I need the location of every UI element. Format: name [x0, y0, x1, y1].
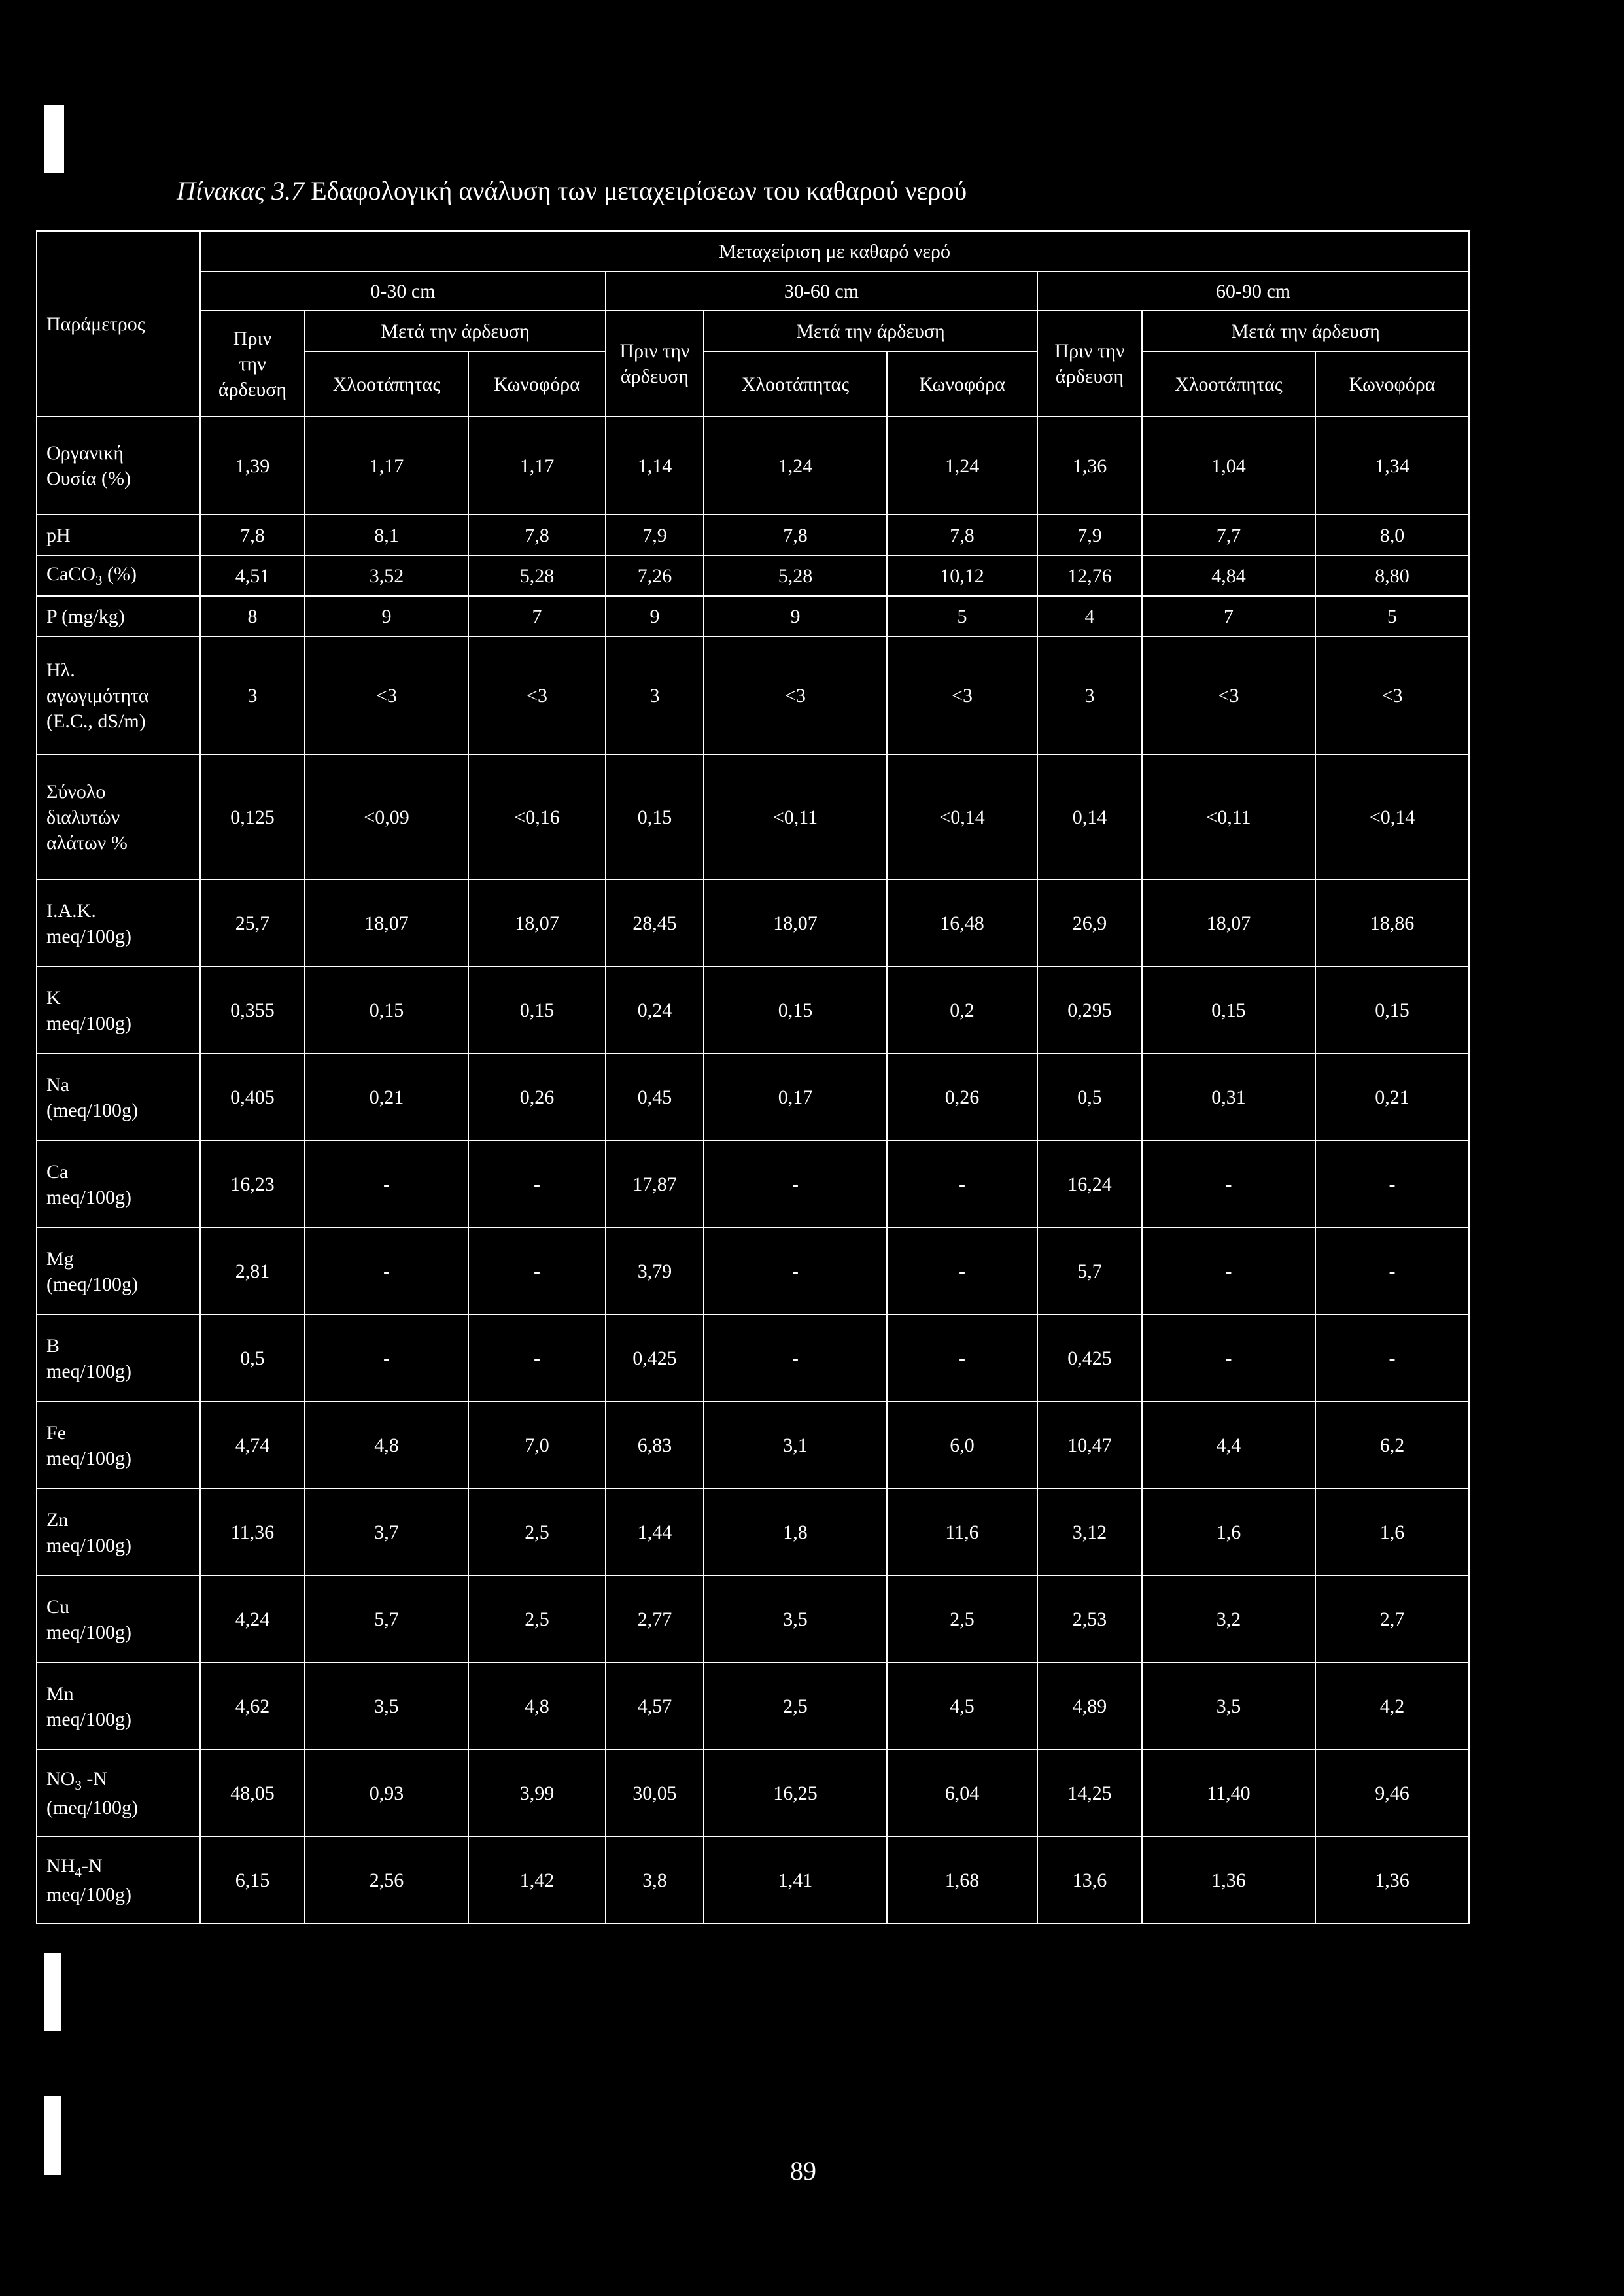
value-cell: 16,23 — [200, 1141, 305, 1228]
parameter-cell — [37, 967, 200, 1054]
table-row — [37, 417, 1469, 515]
value-cell: - — [1142, 1141, 1315, 1228]
parameter-line — [46, 657, 197, 683]
value-cell: - — [887, 1141, 1037, 1228]
value-cell: 4,2 — [1315, 1663, 1469, 1750]
value-cell: 8,0 — [1315, 515, 1469, 555]
value-cell: 2,7 — [1315, 1576, 1469, 1663]
value-cell: 5 — [1315, 596, 1469, 636]
value-cell: 1,24 — [887, 417, 1037, 515]
parameter-line — [46, 523, 197, 548]
parameter-name: NO — [46, 1768, 75, 1790]
value-cell: 4,5 — [887, 1663, 1037, 1750]
parameter-unit: meq/100g) — [46, 1447, 131, 1469]
value-cell: 4,8 — [468, 1663, 606, 1750]
parameter-unit-extra: (E.C., dS/m) — [46, 710, 146, 732]
parameter-unit: meq/100g) — [46, 1708, 131, 1730]
value-cell: 1,34 — [1315, 417, 1469, 515]
value-cell: 30,05 — [606, 1750, 704, 1837]
value-cell: 1,6 — [1315, 1489, 1469, 1576]
table-row — [37, 1837, 1469, 1924]
parameter-subscript: 4 — [75, 1864, 82, 1881]
value-cell: 4,84 — [1142, 555, 1315, 596]
parameter-subscript: 3 — [75, 1777, 82, 1794]
value-cell: 5,28 — [468, 555, 606, 596]
value-cell: 7,8 — [200, 515, 305, 555]
value-cell: 2,56 — [305, 1837, 468, 1924]
parameter-cell — [37, 1054, 200, 1141]
parameter-name: K — [46, 986, 61, 1009]
value-cell: 1,8 — [704, 1489, 887, 1576]
parameter-line — [46, 1681, 197, 1707]
value-cell: 1,17 — [305, 417, 468, 515]
value-cell: 4,8 — [305, 1402, 468, 1489]
value-cell: 11,40 — [1142, 1750, 1315, 1837]
table-row — [37, 1489, 1469, 1576]
value-cell: 25,7 — [200, 880, 305, 967]
table-row — [37, 515, 1469, 555]
value-cell: 0,405 — [200, 1054, 305, 1141]
parameter-name: Zn — [46, 1508, 69, 1531]
value-cell: 4,89 — [1037, 1663, 1142, 1750]
table-row — [37, 555, 1469, 596]
value-cell: 1,42 — [468, 1837, 606, 1924]
value-cell: 11,6 — [887, 1489, 1037, 1576]
value-cell: - — [305, 1141, 468, 1228]
value-cell: 0,355 — [200, 967, 305, 1054]
soil-analysis-table — [36, 230, 1470, 1924]
parameter-unit: αγωγιμότητα — [46, 684, 149, 706]
value-cell: 0,15 — [606, 754, 704, 880]
parameter-unit: διαλυτών — [46, 806, 120, 828]
parameter-line — [46, 604, 197, 629]
value-cell: 1,36 — [1142, 1837, 1315, 1924]
value-cell: 13,6 — [1037, 1837, 1142, 1924]
value-cell: <3 — [1142, 636, 1315, 754]
value-cell: 0,2 — [887, 967, 1037, 1054]
header-before-line1: Πριν — [233, 327, 272, 349]
header-lawn-3: Χλοοτάπητας — [1142, 351, 1315, 417]
caption-label: Πίνακας 3.7 — [177, 176, 305, 205]
value-cell: 7,9 — [1037, 515, 1142, 555]
value-cell: 2,5 — [704, 1663, 887, 1750]
value-cell: 3,1 — [704, 1402, 887, 1489]
value-cell: 1,68 — [887, 1837, 1037, 1924]
header-before3-line2: άρδευση — [1055, 366, 1124, 387]
value-cell: - — [1315, 1315, 1469, 1402]
header-before-line2: την — [239, 353, 266, 375]
value-cell: <0,16 — [468, 754, 606, 880]
value-cell: 6,83 — [606, 1402, 704, 1489]
value-cell: 4 — [1037, 596, 1142, 636]
table-row — [37, 1663, 1469, 1750]
scan-mark — [44, 2096, 61, 2175]
value-cell: 1,36 — [1037, 417, 1142, 515]
value-cell: 14,25 — [1037, 1750, 1142, 1837]
value-cell: 3 — [200, 636, 305, 754]
value-cell: 5,7 — [1037, 1228, 1142, 1315]
table-row — [37, 636, 1469, 754]
table-row — [37, 1750, 1469, 1837]
value-cell: 9 — [704, 596, 887, 636]
header-treatment: Μεταχείριση με καθαρό νερό — [200, 231, 1469, 271]
value-cell: 18,07 — [1142, 880, 1315, 967]
parameter-name: NH — [46, 1855, 75, 1877]
value-cell: 4,57 — [606, 1663, 704, 1750]
table-row — [37, 1228, 1469, 1315]
value-cell: 5,7 — [305, 1576, 468, 1663]
scan-mark — [44, 1953, 61, 2031]
value-cell: 48,05 — [200, 1750, 305, 1837]
value-cell: 1,44 — [606, 1489, 704, 1576]
parameter-name: Ηλ. — [46, 659, 75, 681]
parameter-name: P (mg/kg) — [46, 605, 125, 627]
parameter-name: Na — [46, 1073, 69, 1096]
value-cell: 0,21 — [1315, 1054, 1469, 1141]
value-cell: 1,17 — [468, 417, 606, 515]
value-cell: 2,5 — [468, 1576, 606, 1663]
header-before-irrigation-1 — [200, 311, 305, 417]
header-depth-0-30: 0-30 cm — [200, 271, 606, 311]
value-cell: 3 — [606, 636, 704, 754]
value-cell: 4,74 — [200, 1402, 305, 1489]
parameter-line — [46, 898, 197, 924]
value-cell: 3,5 — [704, 1576, 887, 1663]
parameter-unit: meq/100g) — [46, 1883, 131, 1905]
value-cell: 18,07 — [305, 880, 468, 967]
value-cell: 9,46 — [1315, 1750, 1469, 1837]
value-cell: 8,80 — [1315, 555, 1469, 596]
parameter-unit: meq/100g) — [46, 1360, 131, 1382]
value-cell: 18,07 — [704, 880, 887, 967]
value-cell: 7,9 — [606, 515, 704, 555]
value-cell: 6,15 — [200, 1837, 305, 1924]
value-cell: 0,14 — [1037, 754, 1142, 880]
header-lawn-2: Χλοοτάπητας — [704, 351, 887, 417]
table-caption — [177, 175, 967, 206]
parameter-cell — [37, 1837, 200, 1924]
value-cell: 2,53 — [1037, 1576, 1142, 1663]
parameter-subscript: 3 — [95, 572, 103, 589]
value-cell: 0,15 — [468, 967, 606, 1054]
value-cell: - — [704, 1228, 887, 1315]
table-row — [37, 1402, 1469, 1489]
value-cell: 3,2 — [1142, 1576, 1315, 1663]
parameter-line — [46, 561, 197, 589]
parameter-cell — [37, 1141, 200, 1228]
value-cell: 3,5 — [305, 1663, 468, 1750]
parameter-line — [46, 1072, 197, 1098]
parameter-unit: meq/100g) — [46, 1621, 131, 1643]
value-cell: 1,36 — [1315, 1837, 1469, 1924]
header-before2-line1: Πριν την — [619, 340, 690, 362]
parameter-name: Mg — [46, 1247, 74, 1270]
value-cell: - — [468, 1315, 606, 1402]
parameter-name: Ι.Α.Κ. — [46, 899, 96, 922]
parameter-cell — [37, 1750, 200, 1837]
value-cell: <3 — [887, 636, 1037, 754]
value-cell: 3,7 — [305, 1489, 468, 1576]
value-cell: <0,11 — [1142, 754, 1315, 880]
value-cell: 26,9 — [1037, 880, 1142, 967]
value-cell: 7,26 — [606, 555, 704, 596]
value-cell: 0,5 — [200, 1315, 305, 1402]
value-cell: 8,1 — [305, 515, 468, 555]
parameter-cell — [37, 555, 200, 596]
value-cell: 3,52 — [305, 555, 468, 596]
value-cell: 18,86 — [1315, 880, 1469, 967]
value-cell: <3 — [1315, 636, 1469, 754]
parameter-name: Ca — [46, 1160, 69, 1183]
table-row — [37, 1315, 1469, 1402]
value-cell: 6,2 — [1315, 1402, 1469, 1489]
parameter-suffix: -N — [81, 1768, 107, 1790]
value-cell: 5 — [887, 596, 1037, 636]
value-cell: 18,07 — [468, 880, 606, 967]
value-cell: - — [305, 1315, 468, 1402]
parameter-unit-extra: αλάτων % — [46, 831, 128, 854]
value-cell: 7 — [1142, 596, 1315, 636]
value-cell: 1,41 — [704, 1837, 887, 1924]
parameter-cell — [37, 1228, 200, 1315]
header-parameter: Παράμετρος — [37, 231, 200, 417]
value-cell: - — [468, 1228, 606, 1315]
value-cell: 7,7 — [1142, 515, 1315, 555]
value-cell: 7,8 — [468, 515, 606, 555]
header-conifer-2: Κωνοφόρα — [887, 351, 1037, 417]
value-cell: - — [1315, 1228, 1469, 1315]
parameter-name: CaCO — [46, 563, 95, 585]
value-cell: 3,8 — [606, 1837, 704, 1924]
value-cell: 10,47 — [1037, 1402, 1142, 1489]
parameter-unit: (meq/100g) — [46, 1796, 138, 1818]
value-cell: 0,31 — [1142, 1054, 1315, 1141]
value-cell: - — [887, 1228, 1037, 1315]
parameter-name: Fe — [46, 1421, 66, 1444]
parameter-cell — [37, 417, 200, 515]
scan-mark — [44, 105, 64, 173]
header-before-line3: άρδευση — [218, 378, 287, 400]
header-depth-60-90: 60-90 cm — [1037, 271, 1469, 311]
header-depth-30-60: 30-60 cm — [606, 271, 1037, 311]
parameter-line — [46, 1420, 197, 1446]
value-cell: 9 — [305, 596, 468, 636]
value-cell: 3,12 — [1037, 1489, 1142, 1576]
value-cell: 16,48 — [887, 880, 1037, 967]
parameter-cell — [37, 1489, 200, 1576]
header-after-irrigation-3: Μετά την άρδευση — [1142, 311, 1469, 351]
header-conifer-3: Κωνοφόρα — [1315, 351, 1469, 417]
value-cell: - — [1142, 1315, 1315, 1402]
parameter-unit: Ουσία (%) — [46, 468, 131, 489]
header-before2-line2: άρδευση — [620, 366, 689, 387]
header-lawn-1: Χλοοτάπητας — [305, 351, 468, 417]
value-cell: 9 — [606, 596, 704, 636]
value-cell: 4,62 — [200, 1663, 305, 1750]
header-before-irrigation-3 — [1037, 311, 1142, 417]
value-cell: 6,04 — [887, 1750, 1037, 1837]
value-cell: <0,09 — [305, 754, 468, 880]
value-cell: 1,39 — [200, 417, 305, 515]
parameter-cell — [37, 754, 200, 880]
value-cell: 17,87 — [606, 1141, 704, 1228]
parameter-name: Mn — [46, 1682, 74, 1705]
parameter-cell — [37, 1576, 200, 1663]
parameter-cell — [37, 1315, 200, 1402]
value-cell: - — [468, 1141, 606, 1228]
header-after-irrigation-2: Μετά την άρδευση — [704, 311, 1037, 351]
value-cell: 7,8 — [704, 515, 887, 555]
value-cell: 7,8 — [887, 515, 1037, 555]
table-row — [37, 1576, 1469, 1663]
value-cell: 1,14 — [606, 417, 704, 515]
value-cell: 3,5 — [1142, 1663, 1315, 1750]
header-before3-line1: Πριν την — [1054, 340, 1125, 362]
value-cell: 8 — [200, 596, 305, 636]
parameter-cell — [37, 596, 200, 636]
table-row — [37, 967, 1469, 1054]
parameter-line — [46, 1507, 197, 1533]
parameter-name: pH — [46, 524, 71, 546]
parameter-line — [46, 1853, 197, 1881]
value-cell: 0,93 — [305, 1750, 468, 1837]
parameter-suffix: -N — [81, 1855, 103, 1877]
parameter-line — [46, 1594, 197, 1620]
value-cell: 7,0 — [468, 1402, 606, 1489]
value-cell: 0,26 — [468, 1054, 606, 1141]
parameter-cell — [37, 1402, 200, 1489]
parameter-unit: (meq/100g) — [46, 1273, 138, 1295]
parameter-cell — [37, 636, 200, 754]
page-number: 89 — [790, 2156, 816, 2185]
value-cell: 1,04 — [1142, 417, 1315, 515]
value-cell: 0,21 — [305, 1054, 468, 1141]
value-cell: 2,5 — [468, 1489, 606, 1576]
value-cell: 4,51 — [200, 555, 305, 596]
value-cell: 16,24 — [1037, 1141, 1142, 1228]
value-cell: 1,24 — [704, 417, 887, 515]
value-cell: 2,81 — [200, 1228, 305, 1315]
parameter-line — [46, 1159, 197, 1185]
value-cell: 0,295 — [1037, 967, 1142, 1054]
value-cell: 2,77 — [606, 1576, 704, 1663]
header-conifer-1: Κωνοφόρα — [468, 351, 606, 417]
value-cell: <3 — [704, 636, 887, 754]
parameter-line — [46, 779, 197, 805]
value-cell: 0,15 — [1142, 967, 1315, 1054]
parameter-unit: meq/100g) — [46, 925, 131, 947]
value-cell: 3 — [1037, 636, 1142, 754]
parameter-line — [46, 1246, 197, 1272]
value-cell: 12,76 — [1037, 555, 1142, 596]
value-cell: <0,14 — [1315, 754, 1469, 880]
table-row — [37, 754, 1469, 880]
parameter-name: Σύνολο — [46, 780, 106, 803]
value-cell: 0,425 — [606, 1315, 704, 1402]
parameter-name: Οργανική — [46, 442, 124, 464]
parameter-unit: meq/100g) — [46, 1186, 131, 1208]
value-cell: 4,24 — [200, 1576, 305, 1663]
parameter-line — [46, 985, 197, 1011]
value-cell: - — [887, 1315, 1037, 1402]
parameter-cell — [37, 880, 200, 967]
value-cell: 2,5 — [887, 1576, 1037, 1663]
value-cell: 28,45 — [606, 880, 704, 967]
value-cell: 3,79 — [606, 1228, 704, 1315]
value-cell: 0,15 — [704, 967, 887, 1054]
caption-title: Εδαφολογική ανάλυση των μεταχειρίσεων του καθαρού νερού — [311, 176, 967, 205]
value-cell: 3,99 — [468, 1750, 606, 1837]
value-cell: 6,0 — [887, 1402, 1037, 1489]
value-cell: 16,25 — [704, 1750, 887, 1837]
table-row — [37, 1054, 1469, 1141]
parameter-unit: meq/100g) — [46, 1534, 131, 1556]
header-before-irrigation-2 — [606, 311, 704, 417]
value-cell: - — [1142, 1228, 1315, 1315]
table-row — [37, 596, 1469, 636]
value-cell: 0,425 — [1037, 1315, 1142, 1402]
value-cell: - — [1315, 1141, 1469, 1228]
value-cell: <3 — [305, 636, 468, 754]
value-cell: - — [305, 1228, 468, 1315]
value-cell: 0,26 — [887, 1054, 1037, 1141]
value-cell: 0,15 — [1315, 967, 1469, 1054]
value-cell: 0,5 — [1037, 1054, 1142, 1141]
parameter-cell — [37, 515, 200, 555]
value-cell: - — [704, 1315, 887, 1402]
parameter-name: B — [46, 1334, 60, 1357]
parameter-cell — [37, 1663, 200, 1750]
value-cell: 5,28 — [704, 555, 887, 596]
parameter-line — [46, 1333, 197, 1359]
value-cell: 0,125 — [200, 754, 305, 880]
value-cell: <0,14 — [887, 754, 1037, 880]
parameter-suffix: (%) — [102, 563, 137, 585]
value-cell: 11,36 — [200, 1489, 305, 1576]
value-cell: 10,12 — [887, 555, 1037, 596]
value-cell: 7 — [468, 596, 606, 636]
parameter-name: Cu — [46, 1595, 70, 1618]
parameter-line — [46, 1766, 197, 1794]
value-cell: <0,11 — [704, 754, 887, 880]
value-cell: <3 — [468, 636, 606, 754]
value-cell: 0,17 — [704, 1054, 887, 1141]
parameter-unit: (meq/100g) — [46, 1099, 138, 1121]
value-cell: 4,4 — [1142, 1402, 1315, 1489]
header-after-irrigation-1: Μετά την άρδευση — [305, 311, 606, 351]
table-row — [37, 1141, 1469, 1228]
value-cell: 0,45 — [606, 1054, 704, 1141]
parameter-line — [46, 440, 197, 466]
value-cell: - — [704, 1141, 887, 1228]
value-cell: 0,24 — [606, 967, 704, 1054]
parameter-unit: meq/100g) — [46, 1012, 131, 1034]
value-cell: 1,6 — [1142, 1489, 1315, 1576]
value-cell: 0,15 — [305, 967, 468, 1054]
table-row — [37, 880, 1469, 967]
